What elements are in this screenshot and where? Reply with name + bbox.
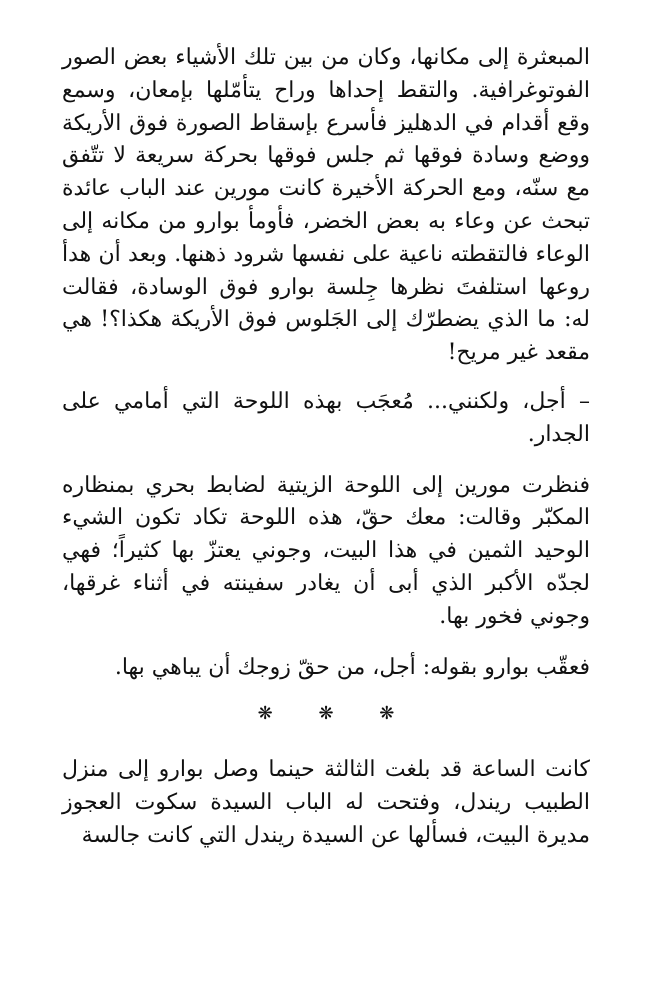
paragraph: فنظرت مورين إلى اللوحة الزيتية لضابط بحري بمنظاره المكبّر وقالت: معك حقّ، هذه اللوحة تكاد تكون الشيء الوحيد الثمين في هذا البيت، وجوني يعتزّ بها كثيراً؛ فهي لجدّه الأكبر الذي أبى أن يغادر سفينته في أثناء غرقها، وجوني فخور بها. bbox=[62, 472, 590, 629]
section-separator: ❋ ❋ ❋ bbox=[257, 703, 415, 725]
dialogue-paragraph: – أجل، ولكنني... مُعجَب بهذه اللوحة التي أمامي على الجدار. bbox=[62, 388, 590, 447]
paragraph: كانت الساعة قد بلغت الثالثة حينما وصل بوارو إلى منزل الطبيب ريندل، وفتحت له الباب السيدة سكوت العجوز مديرة البيت، فسألها عن السيدة ريندل التي كانت جالسة bbox=[62, 757, 590, 848]
book-page bbox=[62, 42, 590, 871]
paragraph: فعقّب بوارو بقوله: أجل، من حقّ زوجك أن يباهي بها. bbox=[114, 654, 590, 680]
paragraph: المبعثرة إلى مكانها، وكان من بين تلك الأشياء بعض الصور الفوتوغرافية. والتقط إحداها وراح يتأمّلها بإمعان، وسمع وقع أقدام في الدهليز فأسرع بإسقاط الصورة فوق الأريكة ووضع وسادة فوقها ثم جلس فوقها بحركة سريعة لا تتّفق مع سنّه، ومع الحركة الأخيرة كانت مورين عند الباب عائدة تبحث عن وعاء به بعض الخضر، فأومأ بوارو من مكانه إلى الوعاء فالتقطته ناعية على نفسها شرود ذهنها. وبعد أن هدأ روعها استلفتَ نظرها جِلسة بوارو فوق الوسادة، فقالت له: ما الذي يضطرّك إلى الجَلوس فوق الأريكة هكذا؟! هي مقعد غير مريح! bbox=[62, 45, 590, 366]
